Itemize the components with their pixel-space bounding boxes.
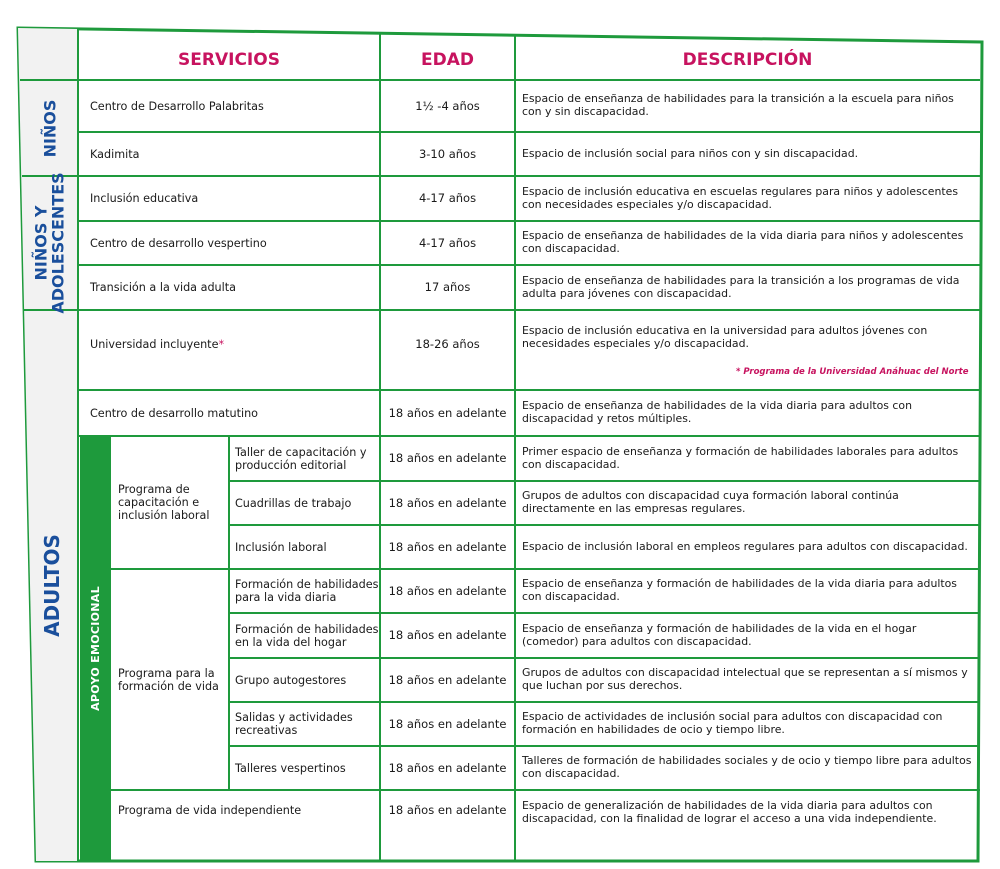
group-ninos-adolescentes-label: NIÑOS Y ADOLESCENTES — [32, 172, 68, 314]
service-cell: Inclusión laboral — [235, 540, 327, 554]
group-ninos — [22, 80, 78, 176]
age-cell: 4-17 años — [418, 235, 477, 250]
description-cell: Espacio de enseñanza y formación de habilidades de la vida diaria para adultos con discapacidad. — [522, 577, 957, 603]
description-cell: Talleres de formación de habilidades sociales y de ocio y tiempo libre para adultos con discapacidad. — [522, 754, 972, 780]
service-text: Universidad incluyente — [90, 337, 219, 351]
description-cell: Espacio de generalización de habilidades de la vida diaria para adultos con discapacidad, con la finalidad de lograr el acceso a una vida independiente. — [522, 799, 937, 825]
description-cell: Espacio de enseñanza de habilidades para la transición a la escuela para niños con y sin discapacidad. — [522, 92, 954, 118]
description-cell: Primer espacio de enseñanza y formación de habilidades laborales para adultos con discapacidad. — [522, 444, 959, 471]
service-cell: Centro de Desarrollo Palabritas — [90, 99, 264, 113]
service-cell: Cuadrillas de trabajo — [235, 496, 352, 510]
header-descripcion: DESCRIPCIÓN — [682, 50, 813, 70]
age-cell: 18 años en adelante — [388, 405, 507, 420]
age-cell: 1½ -4 años — [415, 98, 480, 113]
service-cell: Taller de capacitación y producción editorial — [235, 445, 367, 472]
service-cell: Salidas y actividades recreativas — [235, 711, 353, 737]
program-capacitacion: Programa de capacitación e inclusión laboral — [118, 483, 210, 522]
service-cell: Talleres vespertinos — [235, 761, 346, 775]
description-cell: Grupos de adultos con discapacidad intelectual que se representan a sí mismos y que luchan por sus derechos. — [522, 666, 968, 692]
group-ninos-adolescentes — [22, 172, 78, 314]
service-cell: Centro de desarrollo matutino — [90, 406, 259, 420]
apoyo-emocional-label: APOYO EMOCIONAL — [88, 586, 102, 711]
age-cell: 18-26 años — [415, 336, 480, 351]
description-cell: Espacio de inclusión laboral en empleos regulares para adultos con discapacidad. — [522, 539, 968, 553]
description-cell: Espacio de inclusión social para niños con y sin discapacidad. — [522, 146, 859, 160]
age-cell: 18 años en adelante — [388, 495, 507, 510]
header-servicios: SERVICIOS — [178, 50, 280, 70]
group-adultos-label: ADULTOS — [39, 534, 64, 637]
age-cell: 18 años en adelante — [388, 451, 507, 465]
footnote-mark: * — [218, 337, 225, 351]
age-cell: 18 años en adelante — [388, 672, 507, 687]
service-cell: Inclusión educativa — [90, 192, 199, 205]
description-cell: Espacio de enseñanza de habilidades para la transición a los programas de vida adulta para jóvenes con discapacidad. — [522, 273, 960, 300]
service-cell: Centro de desarrollo vespertino — [90, 236, 267, 250]
service-cell: Transición a la vida adulta — [90, 281, 236, 294]
age-cell: 18 años en adelante — [388, 760, 507, 775]
service-cell — [84, 310, 380, 378]
age-cell: 18 años en adelante — [388, 628, 507, 642]
description-cell: Espacio de inclusión educativa en escuelas regulares para niños y adolescentes con necesidades especiales y/o discapacidad. — [522, 184, 958, 211]
description-cell: Espacio de enseñanza de habilidades de la vida diaria para adultos con discapacidad y retos múltiples. — [522, 399, 912, 425]
header-edad: EDAD — [421, 50, 474, 70]
description-cell: Espacio de actividades de inclusión social para adultos con discapacidad con formación en habilidades de ocio y tiempo libre. — [522, 710, 943, 736]
service-cell: Grupo autogestores — [235, 673, 347, 687]
age-cell: 18 años en adelante — [388, 802, 507, 817]
description-cell: Espacio de inclusión educativa en la universidad para adultos jóvenes con necesidades especiales y/o discapacidad. — [522, 324, 928, 350]
service-cell: Formación de habilidades para la vida diaria — [235, 578, 379, 604]
group-adultos — [26, 310, 78, 861]
service-cell: Programa de vida independiente — [118, 803, 302, 817]
age-cell: 4-17 años — [418, 191, 477, 205]
description-cell: Espacio de enseñanza de habilidades de la vida diaria para niños y adolescentes con discapacidad. — [522, 229, 964, 255]
description-cell: Grupos de adultos con discapacidad cuya formación laboral continúa directamente en las empresas regulares. — [522, 489, 899, 515]
age-cell: 18 años en adelante — [388, 539, 507, 554]
service-cell: Formación de habilidades en la vida del hogar — [235, 622, 379, 649]
age-cell: 18 años en adelante — [388, 583, 507, 598]
footnote: * Programa de la Universidad Anáhuac del Norte — [736, 367, 969, 377]
age-cell: 3-10 años — [418, 146, 477, 161]
description-cell: Espacio de enseñanza y formación de habilidades de la vida en el hogar (comedor) para adultos con discapacidad. — [522, 621, 917, 648]
apoyo-emocional — [80, 436, 110, 861]
group-ninos-label: NIÑOS — [40, 99, 60, 157]
age-cell: 18 años en adelante — [388, 716, 507, 731]
program-formacion: Programa para la formación de vida — [118, 666, 219, 693]
service-cell: Kadimita — [90, 147, 140, 161]
age-cell: 17 años — [424, 280, 471, 294]
